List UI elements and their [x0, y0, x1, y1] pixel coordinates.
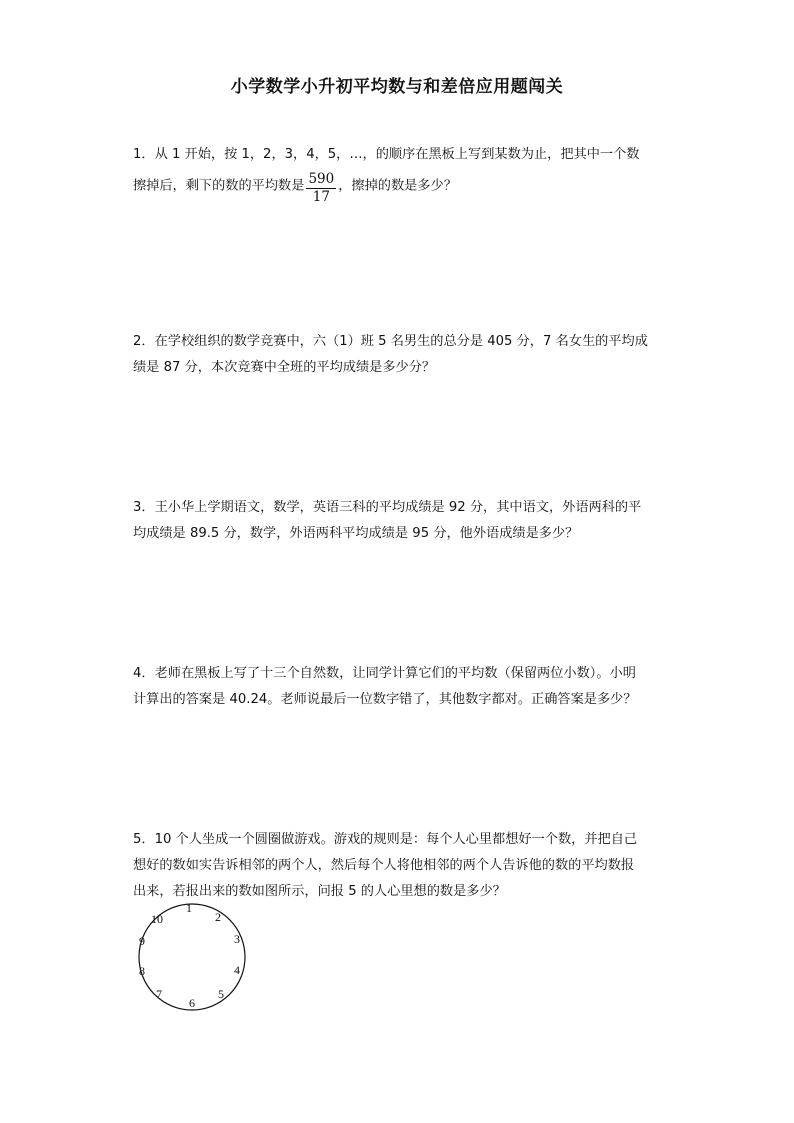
problem-3 [133, 495, 663, 547]
problem-4 [133, 661, 663, 713]
problem-1 [133, 142, 663, 203]
problem-5-number: 5． [133, 832, 155, 847]
problem-1-line-2 [133, 168, 663, 203]
circle-label-9: 9 [139, 934, 145, 948]
circle-label-1: 1 [186, 901, 192, 915]
problem-1-number: 1． [133, 147, 155, 162]
problem-3-line-1 [133, 495, 663, 521]
problem-2 [133, 329, 663, 381]
problem-5-line-1 [133, 827, 663, 853]
fraction-denominator: 17 [312, 189, 330, 205]
problem-5-line-2: 想好的数如实告诉相邻的两个人，然后每个人将他相邻的两个人告诉他的数的平均数报 [133, 858, 635, 873]
problem-1-line-1 [133, 142, 663, 168]
circle-label-4: 4 [234, 963, 240, 977]
problem-4-line-2: 计算出的答案是 40.24。老师说最后一位数字错了，其他数字都对。正确答案是多少？ [133, 692, 637, 707]
problem-4-number: 4． [133, 666, 155, 681]
problem-1-text-3: ，擦掉的数是多少？ [338, 178, 457, 194]
problem-3-text-1: 王小华上学期语文，数学，英语三科的平均成绩是 92 分，其中语文，外语两科的平 [154, 500, 642, 515]
problem-5-text-1: 10 个人坐成一个圆圈做游戏。游戏的规则是：每个人心里都想好一个数，并把自己 [154, 832, 638, 847]
fraction [306, 171, 336, 206]
problem-3-line-2: 均成绩是 89.5 分，数学，外语两科平均成绩是 95 分，他外语成绩是多少？ [133, 526, 579, 541]
problem-4-line-1 [133, 661, 663, 687]
circle-label-3: 3 [234, 932, 240, 946]
circle-label-7: 7 [156, 987, 162, 1001]
problem-5-line-3: 出来，若报出来的数如图所示，问报 5 的人心里想的数是多少？ [133, 884, 506, 899]
problem-2-line-2: 绩是 87 分，本次竞赛中全班的平均成绩是多少分？ [133, 360, 436, 375]
circle-label-2: 2 [215, 910, 221, 924]
problem-3-number: 3． [133, 500, 155, 515]
problem-2-number: 2． [133, 334, 155, 349]
problem-2-text-1: 在学校组织的数学竞赛中，六（1）班 5 名男生的总分是 405 分，7 名女生的平均成 [154, 334, 648, 349]
circle-label-6: 6 [189, 996, 195, 1010]
circle-label-5: 5 [218, 987, 224, 1001]
circle-label-8: 8 [139, 964, 145, 978]
fraction-numerator: 590 [308, 171, 335, 187]
page-title: 小学数学小升初平均数与和差倍应用题闯关 [230, 77, 564, 97]
problem-4-text-1: 老师在黑板上写了十三个自然数，让同学计算它们的平均数（保留两位小数）。小明 [154, 666, 636, 681]
problem-5 [133, 827, 663, 905]
problem-2-line-1 [133, 329, 663, 355]
problem-1-text-2: 擦掉后，剩下的数的平均数是 [133, 178, 305, 194]
circle-figure [134, 900, 252, 1012]
problem-1-text-1: 从 1 开始，按 1，2，3，4，5，…，的顺序在黑板上写到某数为止，把其中一个数 [154, 147, 640, 162]
circle-label-10: 10 [151, 912, 163, 926]
